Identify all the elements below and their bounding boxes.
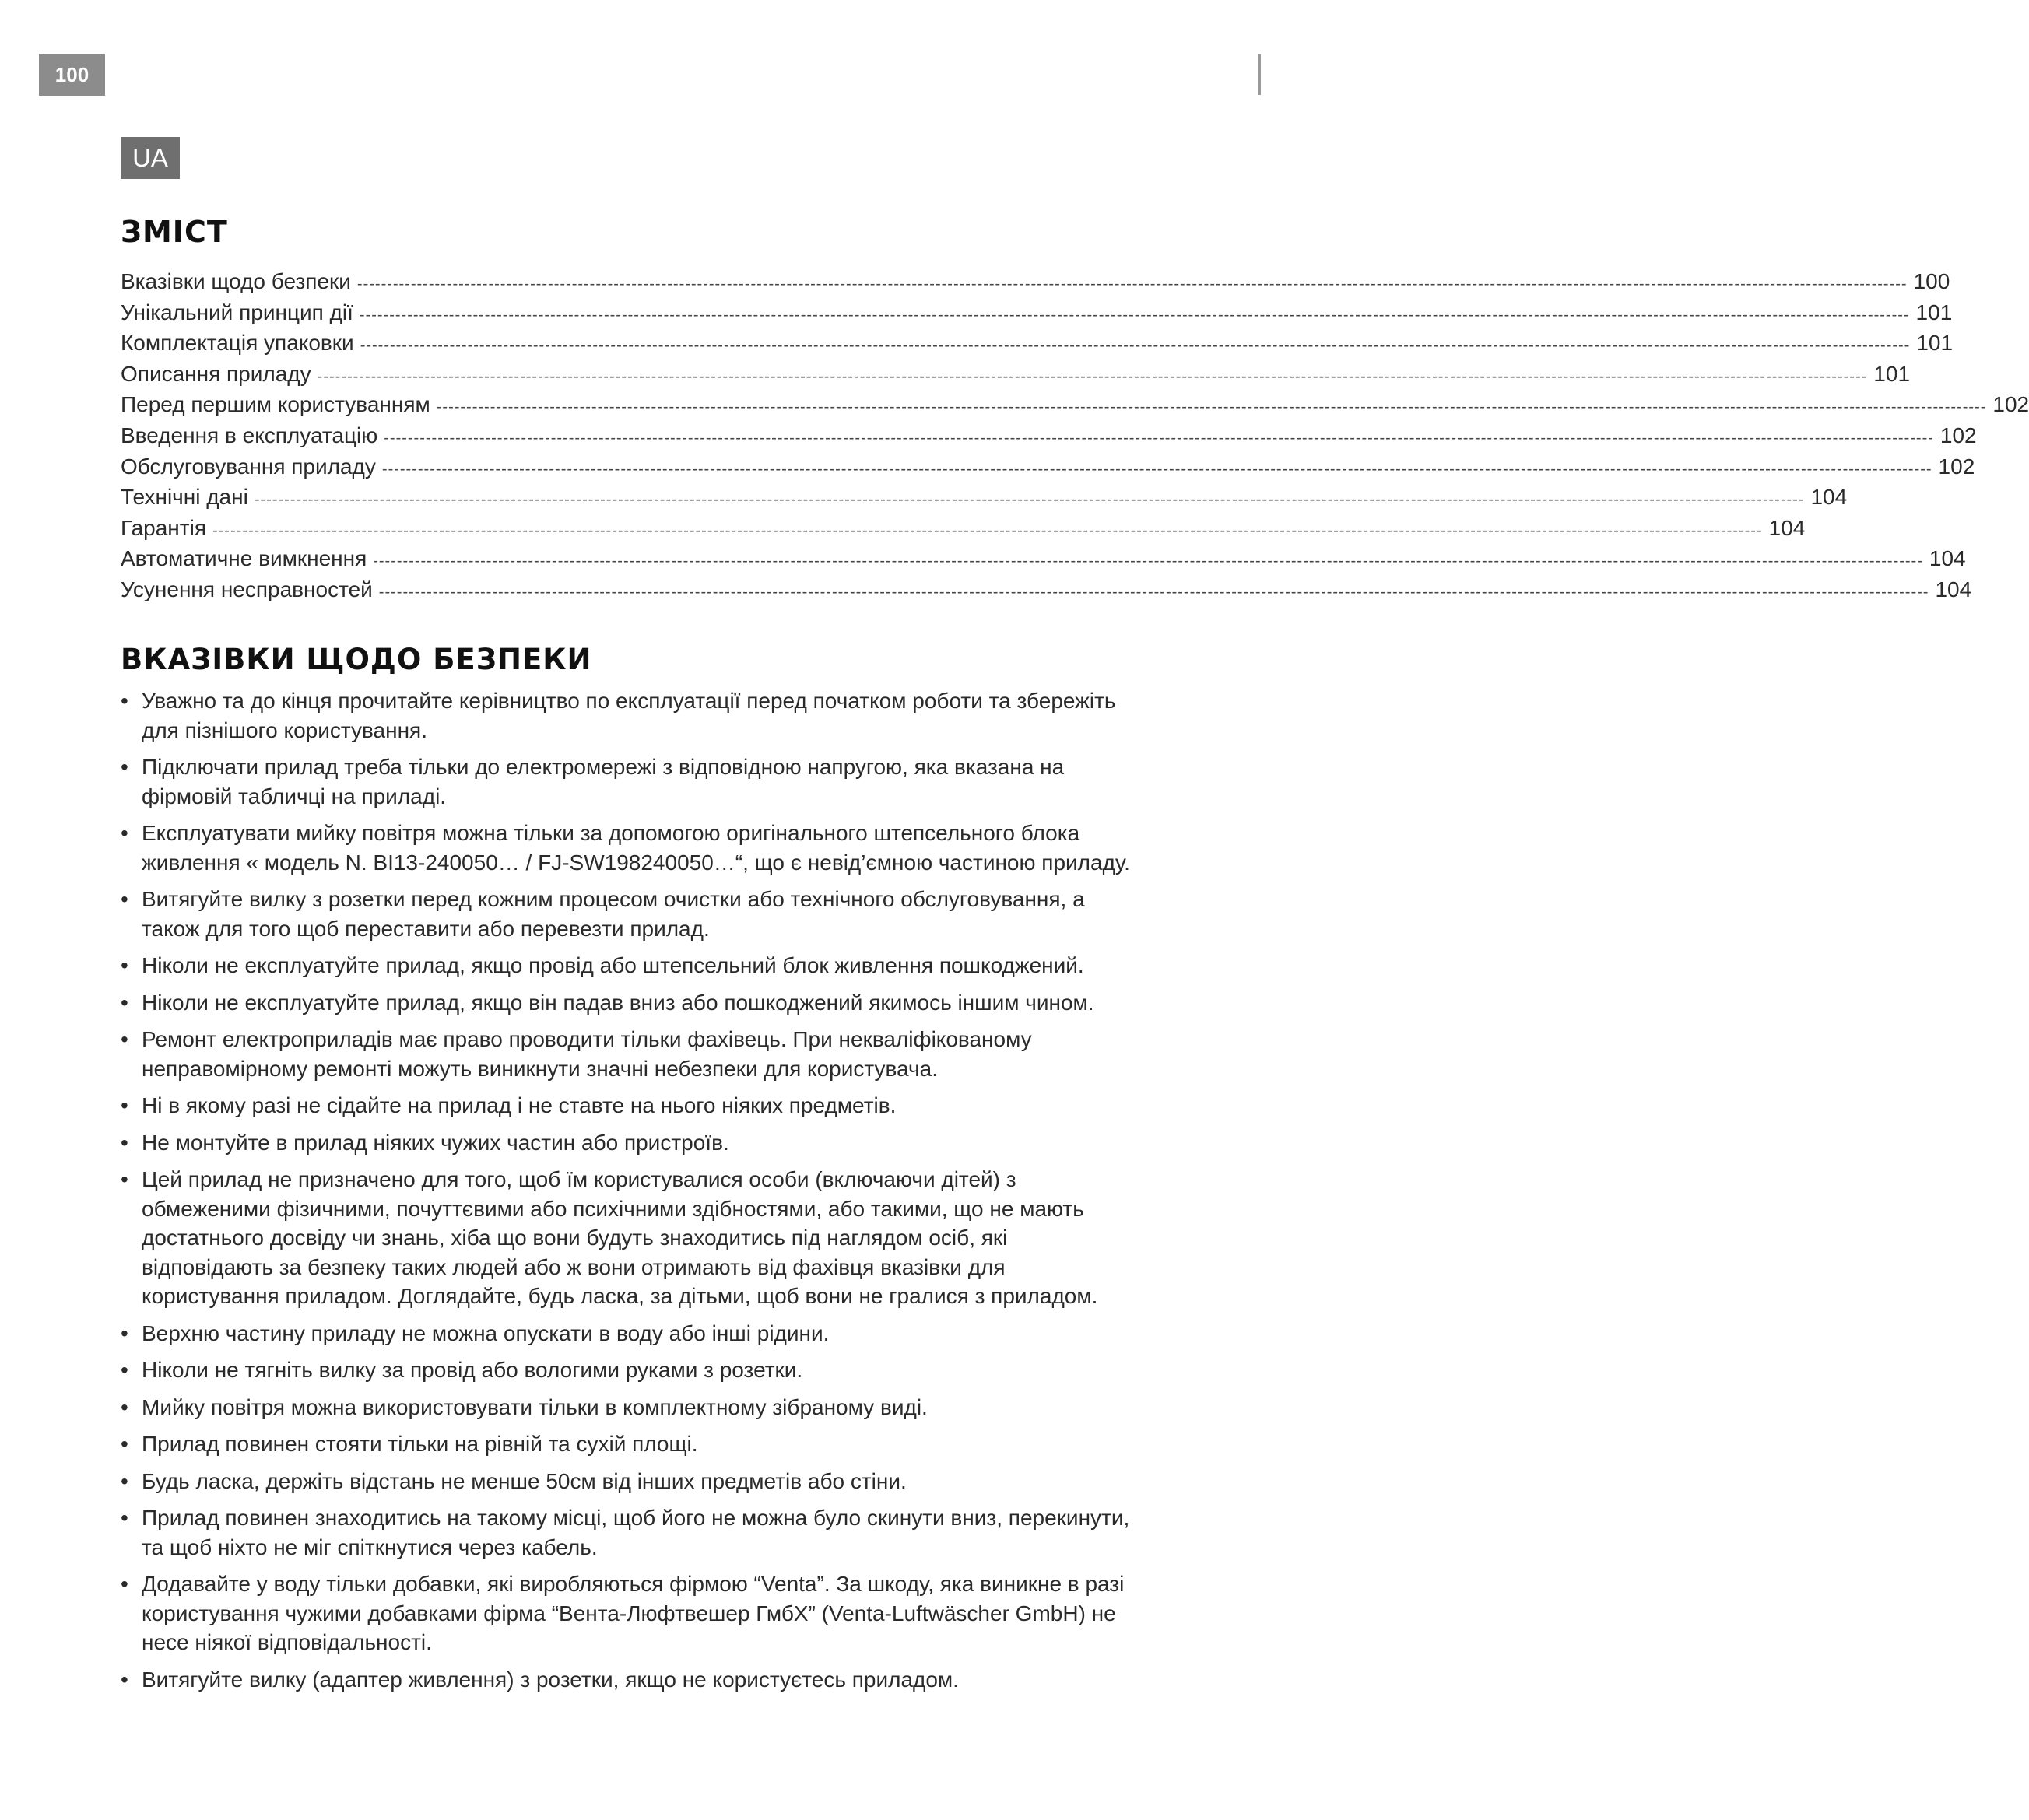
toc-leader-dots: --------------------------------------------------------------------------------------------------------------------------------------------------------------------------------------------------------------------------------------------------------------------	[384, 429, 1934, 447]
safety-rule	[121, 752, 1144, 811]
toc-entry-page: 104	[1768, 515, 1806, 540]
safety-rule-text: Ні в якому разі не сідайте на прилад і не ставте на нього ніяких предметів.	[142, 1093, 897, 1117]
safety-rule-text: Витягуйте вилку з розетки перед кожним процесом очистки або технічного обслуговування, а також для того щоб переставити або перевезти прилад.	[142, 887, 1085, 941]
toc-entry-page: 102	[1939, 423, 1977, 447]
toc-entry	[121, 300, 1953, 331]
toc-leader-dots: --------------------------------------------------------------------------------------------------------------------------------------------------------------------------------------------------------------------------------------------------------------------	[254, 491, 1805, 509]
toc-entry	[121, 331, 1954, 362]
toc-entry	[121, 485, 1848, 516]
bullet-icon: •	[121, 755, 128, 779]
safety-rule-text: Не монтуйте в прилад ніяких чужих частин або пристроїв.	[142, 1130, 729, 1155]
safety-rule-text: Ніколи не тягніть вилку за провід або вологими руками з розетки.	[142, 1358, 803, 1382]
toc-leader-dots: --------------------------------------------------------------------------------------------------------------------------------------------------------------------------------------------------------------------------------------------------------------------	[356, 275, 1908, 293]
toc-entry-label: Гарантія	[121, 515, 206, 540]
toc-entry	[121, 577, 1972, 608]
bullet-icon: •	[121, 821, 128, 845]
page-number: 100	[39, 54, 105, 96]
toc-leader-dots: --------------------------------------------------------------------------------------------------------------------------------------------------------------------------------------------------------------------------------------------------------------------	[359, 306, 1910, 324]
bullet-icon: •	[121, 1432, 128, 1456]
safety-rule-text: Верхню частину приладу не можна опускати в воду або інші рідини.	[142, 1320, 830, 1345]
safety-rule-text: Будь ласка, держіть відстань не менше 50см від інших предметів або стіни.	[142, 1468, 907, 1493]
toc-entry-page: 102	[1938, 454, 1975, 479]
toc-leader-dots: --------------------------------------------------------------------------------------------------------------------------------------------------------------------------------------------------------------------------------------------------------------------	[381, 460, 1932, 478]
toc-leader-dots: --------------------------------------------------------------------------------------------------------------------------------------------------------------------------------------------------------------------------------------------------------------------	[317, 367, 1868, 385]
safety-rule	[121, 1091, 1144, 1120]
bullet-icon: •	[121, 1358, 128, 1382]
bullet-icon: •	[121, 1130, 128, 1155]
toc-entry-page: 100	[1913, 269, 1950, 293]
bullet-icon: •	[121, 953, 128, 977]
bullet-icon: •	[121, 990, 128, 1015]
toc-entry-page: 101	[1915, 300, 1953, 324]
bullet-icon: •	[121, 1320, 128, 1345]
bullet-icon: •	[121, 887, 128, 911]
safety-rule	[121, 988, 1144, 1018]
toc-entry	[121, 392, 2029, 423]
toc-entry-label: Перед першим користуванням	[121, 392, 430, 417]
safety-rule	[121, 1025, 1144, 1083]
toc-entry	[121, 454, 1975, 486]
toc-entry-label: Автоматичне вимкнення	[121, 546, 367, 571]
safety-rule-text: Прилад повинен знаходитись на такому місці, щоб його не можна було скинути вниз, перекинути, та щоб ніхто не міг спіткнутися через кабель.	[142, 1506, 1130, 1559]
toc-entry-label: Обслуговування приладу	[121, 454, 376, 479]
safety-rule	[121, 885, 1144, 943]
toc-entry-label: Комплектація упаковки	[121, 331, 354, 356]
bullet-icon: •	[121, 1093, 128, 1117]
toc-entry	[121, 361, 1911, 393]
toc-leader-dots: --------------------------------------------------------------------------------------------------------------------------------------------------------------------------------------------------------------------------------------------------------------------	[373, 552, 1923, 570]
toc-leader-dots: --------------------------------------------------------------------------------------------------------------------------------------------------------------------------------------------------------------------------------------------------------------------	[360, 337, 1911, 355]
toc-entry-page: 104	[1929, 546, 1966, 571]
toc-entry-page: 104	[1935, 577, 1972, 601]
safety-rule	[121, 1319, 1144, 1348]
safety-rule-text: Ремонт електроприладів має право проводити тільки фахівець. При некваліфікованому неправомірному ремонті можуть виникнути значні небезпеки для користувача.	[142, 1027, 1032, 1081]
safety-rule-text: Уважно та до кінця прочитайте керівництво по експлуатації перед початком роботи та збережіть для пізнішого користування.	[142, 689, 1116, 742]
toc-entry-page: 104	[1810, 485, 1848, 510]
safety-rule-text: Ніколи не експлуатуйте прилад, якщо він падав вниз або пошкоджений якимось іншим чином.	[142, 990, 1094, 1015]
toc-entry-label: Описання приладу	[121, 361, 311, 386]
safety-rule	[121, 1128, 1144, 1158]
toc-leader-dots: --------------------------------------------------------------------------------------------------------------------------------------------------------------------------------------------------------------------------------------------------------------------	[212, 521, 1763, 539]
safety-section-title: ВКАЗІВКИ ЩОДО БЕЗПЕКИ	[121, 643, 592, 676]
safety-rule	[121, 1569, 1144, 1657]
toc-entry	[121, 515, 1806, 547]
toc-entry	[121, 423, 1977, 454]
toc-title: ЗМІСТ	[121, 215, 228, 249]
safety-rule	[121, 1355, 1144, 1385]
safety-rule-text: Прилад повинен стояти тільки на рівній та сухій площі.	[142, 1432, 698, 1456]
bullet-icon: •	[121, 1167, 128, 1191]
safety-rule	[121, 819, 1144, 877]
safety-rules-list	[121, 686, 1144, 1702]
bullet-icon: •	[121, 1667, 128, 1692]
safety-rule	[121, 1429, 1144, 1459]
toc-entry	[121, 269, 1950, 300]
toc-leader-dots: --------------------------------------------------------------------------------------------------------------------------------------------------------------------------------------------------------------------------------------------------------------------	[436, 398, 1987, 416]
table-of-contents	[121, 269, 2029, 608]
safety-rule	[121, 1393, 1144, 1422]
language-badge: UA	[121, 137, 180, 179]
page-edge-marker	[1258, 54, 1261, 95]
safety-rule	[121, 686, 1144, 745]
toc-entry-label: Унікальний принцип дії	[121, 300, 353, 324]
bullet-icon: •	[121, 1468, 128, 1493]
bullet-icon: •	[121, 1506, 128, 1530]
safety-rule-text: Експлуатувати мийку повітря можна тільки за допомогою оригінального штепсельного блока живлення « модель N. BI13-240050… / FJ-SW198240050…“, що є невід’ємною частиною приладу.	[142, 821, 1130, 875]
safety-rule-text: Підключати прилад треба тільки до електромережі з відповідною напругою, яка вказана на фірмовій табличці на приладі.	[142, 755, 1065, 808]
toc-leader-dots: --------------------------------------------------------------------------------------------------------------------------------------------------------------------------------------------------------------------------------------------------------------------	[378, 583, 1929, 601]
toc-entry-label: Введення в експлуатацію	[121, 423, 378, 447]
toc-entry-label: Технічні дані	[121, 485, 248, 510]
safety-rule	[121, 951, 1144, 980]
toc-entry-page: 102	[1992, 392, 2029, 417]
toc-entry	[121, 546, 1966, 577]
safety-rule-text: Цей прилад не призначено для того, щоб їм користувалися особи (включаючи дітей) з обмеженими фізичними, почуттєвими або психічними здібностями, або такими, що не мають достатнього досвіду чи знань, хіба що вони будуть знаходитись під наглядом осіб, які відповідають за безпеку таких людей або ж вони отримають від фахівця вказівки для користування приладом. Доглядайте, будь ласка, за дітьми, щоб вони не гралися з приладом.	[142, 1167, 1098, 1308]
toc-entry-label: Вказівки щодо безпеки	[121, 269, 351, 293]
safety-rule	[121, 1665, 1144, 1695]
safety-rule-text: Ніколи не експлуатуйте прилад, якщо провід або штепсельний блок живлення пошкоджений.	[142, 953, 1084, 977]
bullet-icon: •	[121, 689, 128, 713]
safety-rule-text: Додавайте у воду тільки добавки, які виробляються фірмою “Venta”. За шкоду, яка виникне в разі користування чужими добавками фірма “Вента-Люфтвешер ГмбХ” (Venta-Luftwäscher GmbH) не несе ніякої відповідальності.	[142, 1572, 1125, 1654]
safety-rule	[121, 1165, 1144, 1311]
safety-rule-text: Витягуйте вилку (адаптер живлення) з розетки, якщо не користуєтесь приладом.	[142, 1667, 959, 1692]
safety-rule	[121, 1467, 1144, 1496]
safety-rule	[121, 1503, 1144, 1562]
toc-entry-label: Усунення несправностей	[121, 577, 373, 601]
bullet-icon: •	[121, 1394, 128, 1419]
toc-entry-page: 101	[1916, 331, 1954, 356]
bullet-icon: •	[121, 1572, 128, 1596]
bullet-icon: •	[121, 1027, 128, 1051]
toc-entry-page: 101	[1873, 361, 1911, 386]
safety-rule-text: Мийку повітря можна використовувати тільки в комплектному зібраному виді.	[142, 1394, 928, 1419]
